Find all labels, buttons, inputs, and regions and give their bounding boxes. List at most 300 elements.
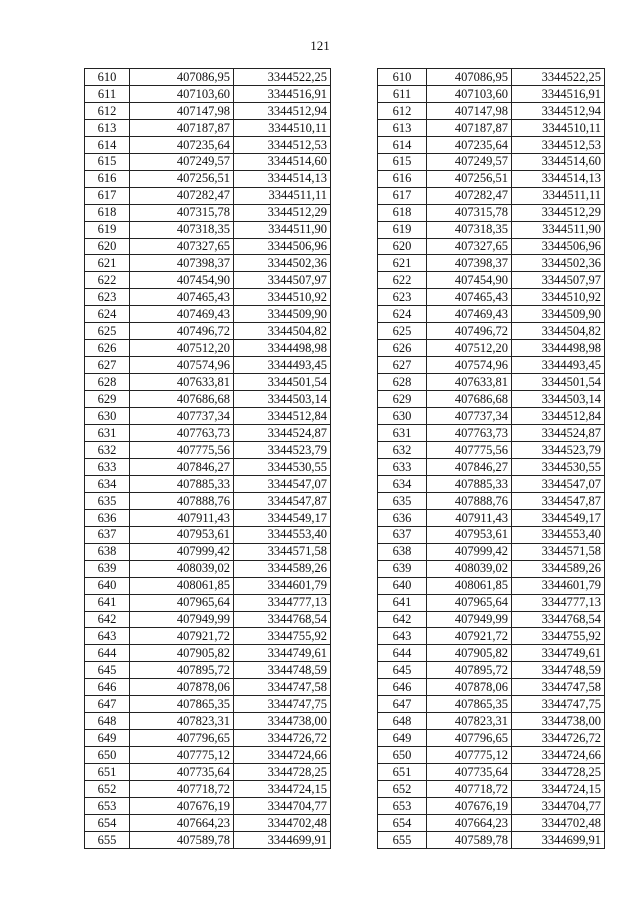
x-coordinate-cell: 407796,65 <box>427 730 512 747</box>
x-coordinate-cell: 407965,64 <box>427 594 512 611</box>
y-coordinate-cell: 3344512,84 <box>512 408 605 425</box>
x-coordinate-cell: 407905,82 <box>427 645 512 662</box>
point-number-cell: 611 <box>85 85 130 102</box>
y-coordinate-cell: 3344523,79 <box>512 441 605 458</box>
table-row <box>85 594 331 611</box>
table-row <box>378 441 605 458</box>
table-row <box>85 221 331 238</box>
x-coordinate-cell: 407512,20 <box>427 340 512 357</box>
table-row <box>378 69 605 86</box>
table-row <box>378 560 605 577</box>
x-coordinate-cell: 407496,72 <box>130 323 234 340</box>
point-number-cell: 622 <box>378 272 427 289</box>
y-coordinate-cell: 3344514,13 <box>512 170 605 187</box>
table-row <box>85 696 331 713</box>
table-row <box>378 747 605 764</box>
x-coordinate-cell: 407454,90 <box>427 272 512 289</box>
point-number-cell: 627 <box>378 357 427 374</box>
table-row <box>85 408 331 425</box>
point-number-cell: 639 <box>378 560 427 577</box>
x-coordinate-cell: 407775,12 <box>130 747 234 764</box>
x-coordinate-cell: 407315,78 <box>427 204 512 221</box>
table-row <box>378 85 605 102</box>
point-number-cell: 633 <box>85 458 130 475</box>
y-coordinate-cell: 3344728,25 <box>512 764 605 781</box>
table-row <box>85 526 331 543</box>
x-coordinate-cell: 407775,56 <box>427 441 512 458</box>
x-coordinate-cell: 407846,27 <box>130 458 234 475</box>
x-coordinate-cell: 407496,72 <box>427 323 512 340</box>
y-coordinate-cell: 3344768,54 <box>234 611 331 628</box>
y-coordinate-cell: 3344728,25 <box>234 764 331 781</box>
point-number-cell: 620 <box>85 238 130 255</box>
page-number: 121 <box>310 38 330 53</box>
table-row <box>85 136 331 153</box>
point-number-cell: 623 <box>85 289 130 306</box>
y-coordinate-cell: 3344547,07 <box>234 475 331 492</box>
y-coordinate-cell: 3344755,92 <box>512 628 605 645</box>
point-number-cell: 627 <box>85 357 130 374</box>
x-coordinate-cell: 408039,02 <box>130 560 234 577</box>
point-number-cell: 617 <box>85 187 130 204</box>
table-row <box>378 170 605 187</box>
y-coordinate-cell: 3344506,96 <box>512 238 605 255</box>
x-coordinate-cell: 407256,51 <box>130 170 234 187</box>
table-row <box>378 781 605 798</box>
table-row <box>85 306 331 323</box>
y-coordinate-cell: 3344724,66 <box>234 747 331 764</box>
table-row <box>85 204 331 221</box>
table-row <box>85 475 331 492</box>
table-row <box>378 306 605 323</box>
table-row <box>85 425 331 442</box>
x-coordinate-cell: 407086,95 <box>130 69 234 86</box>
table-row <box>85 69 331 86</box>
y-coordinate-cell: 3344512,29 <box>234 204 331 221</box>
x-coordinate-cell: 407865,35 <box>130 696 234 713</box>
y-coordinate-cell: 3344503,14 <box>234 391 331 408</box>
point-number-cell: 638 <box>85 543 130 560</box>
y-coordinate-cell: 3344755,92 <box>234 628 331 645</box>
x-coordinate-cell: 407999,42 <box>130 543 234 560</box>
point-number-cell: 629 <box>378 391 427 408</box>
y-coordinate-cell: 3344507,97 <box>234 272 331 289</box>
x-coordinate-cell: 407187,87 <box>130 119 234 136</box>
x-coordinate-cell: 407888,76 <box>427 492 512 509</box>
x-coordinate-cell: 407953,61 <box>130 526 234 543</box>
point-number-cell: 653 <box>85 797 130 814</box>
x-coordinate-cell: 407676,19 <box>130 797 234 814</box>
table-row <box>378 492 605 509</box>
y-coordinate-cell: 3344702,48 <box>512 814 605 831</box>
table-row <box>378 509 605 526</box>
point-number-cell: 634 <box>378 475 427 492</box>
y-coordinate-cell: 3344553,40 <box>512 526 605 543</box>
point-number-cell: 647 <box>378 696 427 713</box>
y-coordinate-cell: 3344522,25 <box>234 69 331 86</box>
y-coordinate-cell: 3344502,36 <box>234 255 331 272</box>
table-body-left <box>85 69 331 849</box>
y-coordinate-cell: 3344504,82 <box>234 323 331 340</box>
y-coordinate-cell: 3344777,13 <box>512 594 605 611</box>
x-coordinate-cell: 407147,98 <box>130 102 234 119</box>
y-coordinate-cell: 3344726,72 <box>234 730 331 747</box>
x-coordinate-cell: 407454,90 <box>130 272 234 289</box>
table-row <box>378 797 605 814</box>
y-coordinate-cell: 3344514,13 <box>234 170 331 187</box>
x-coordinate-cell: 407885,33 <box>427 475 512 492</box>
x-coordinate-cell: 407633,81 <box>130 374 234 391</box>
x-coordinate-cell: 407676,19 <box>427 797 512 814</box>
table-row <box>378 475 605 492</box>
point-number-cell: 641 <box>85 594 130 611</box>
table-row <box>85 764 331 781</box>
y-coordinate-cell: 3344506,96 <box>234 238 331 255</box>
x-coordinate-cell: 407235,64 <box>130 136 234 153</box>
x-coordinate-cell: 407147,98 <box>427 102 512 119</box>
y-coordinate-cell: 3344547,87 <box>512 492 605 509</box>
table-row <box>378 831 605 848</box>
x-coordinate-cell: 407895,72 <box>427 662 512 679</box>
y-coordinate-cell: 3344503,14 <box>512 391 605 408</box>
table-row <box>378 543 605 560</box>
y-coordinate-cell: 3344510,92 <box>234 289 331 306</box>
table-row <box>85 611 331 628</box>
x-coordinate-cell: 407737,34 <box>427 408 512 425</box>
table-row <box>378 357 605 374</box>
table-row <box>378 594 605 611</box>
y-coordinate-cell: 3344516,91 <box>234 85 331 102</box>
point-number-cell: 645 <box>378 662 427 679</box>
y-coordinate-cell: 3344530,55 <box>512 458 605 475</box>
table-row <box>85 323 331 340</box>
x-coordinate-cell: 407949,99 <box>427 611 512 628</box>
point-number-cell: 639 <box>85 560 130 577</box>
x-coordinate-cell: 407187,87 <box>427 119 512 136</box>
y-coordinate-cell: 3344704,77 <box>234 797 331 814</box>
point-number-cell: 638 <box>378 543 427 560</box>
point-number-cell: 649 <box>378 730 427 747</box>
point-number-cell: 621 <box>378 255 427 272</box>
point-number-cell: 620 <box>378 238 427 255</box>
point-number-cell: 648 <box>378 713 427 730</box>
y-coordinate-cell: 3344493,45 <box>234 357 331 374</box>
y-coordinate-cell: 3344511,11 <box>234 187 331 204</box>
y-coordinate-cell: 3344501,54 <box>234 374 331 391</box>
x-coordinate-cell: 407256,51 <box>427 170 512 187</box>
table-row <box>378 611 605 628</box>
y-coordinate-cell: 3344571,58 <box>234 543 331 560</box>
table-row <box>378 628 605 645</box>
x-coordinate-cell: 407249,57 <box>130 153 234 170</box>
y-coordinate-cell: 3344501,54 <box>512 374 605 391</box>
point-number-cell: 619 <box>378 221 427 238</box>
y-coordinate-cell: 3344510,11 <box>234 119 331 136</box>
y-coordinate-cell: 3344514,60 <box>234 153 331 170</box>
table-row <box>378 289 605 306</box>
y-coordinate-cell: 3344498,98 <box>234 340 331 357</box>
table-row <box>378 458 605 475</box>
point-number-cell: 624 <box>85 306 130 323</box>
x-coordinate-cell: 407664,23 <box>130 814 234 831</box>
x-coordinate-cell: 407327,65 <box>427 238 512 255</box>
table-row <box>378 696 605 713</box>
table-row <box>85 831 331 848</box>
table-row <box>378 425 605 442</box>
point-number-cell: 642 <box>85 611 130 628</box>
table-row <box>85 272 331 289</box>
table-row <box>378 526 605 543</box>
y-coordinate-cell: 3344510,11 <box>512 119 605 136</box>
x-coordinate-cell: 407465,43 <box>427 289 512 306</box>
y-coordinate-cell: 3344516,91 <box>512 85 605 102</box>
x-coordinate-cell: 407512,20 <box>130 340 234 357</box>
point-number-cell: 641 <box>378 594 427 611</box>
x-coordinate-cell: 408061,85 <box>427 577 512 594</box>
point-number-cell: 610 <box>378 69 427 86</box>
point-number-cell: 655 <box>85 831 130 848</box>
point-number-cell: 626 <box>85 340 130 357</box>
y-coordinate-cell: 3344498,98 <box>512 340 605 357</box>
x-coordinate-cell: 407465,43 <box>130 289 234 306</box>
table-row <box>85 679 331 696</box>
x-coordinate-cell: 407735,64 <box>130 764 234 781</box>
table-row <box>85 458 331 475</box>
table-row <box>378 577 605 594</box>
y-coordinate-cell: 3344511,11 <box>512 187 605 204</box>
y-coordinate-cell: 3344512,84 <box>234 408 331 425</box>
x-coordinate-cell: 407282,47 <box>427 187 512 204</box>
y-coordinate-cell: 3344768,54 <box>512 611 605 628</box>
point-number-cell: 612 <box>378 102 427 119</box>
x-coordinate-cell: 407318,35 <box>130 221 234 238</box>
y-coordinate-cell: 3344738,00 <box>234 713 331 730</box>
x-coordinate-cell: 407735,64 <box>427 764 512 781</box>
point-number-cell: 613 <box>378 119 427 136</box>
y-coordinate-cell: 3344512,53 <box>512 136 605 153</box>
x-coordinate-cell: 407318,35 <box>427 221 512 238</box>
point-number-cell: 649 <box>85 730 130 747</box>
point-number-cell: 652 <box>85 781 130 798</box>
x-coordinate-cell: 407282,47 <box>130 187 234 204</box>
x-coordinate-cell: 407398,37 <box>130 255 234 272</box>
y-coordinate-cell: 3344777,13 <box>234 594 331 611</box>
point-number-cell: 614 <box>378 136 427 153</box>
table-row <box>85 797 331 814</box>
table-row <box>85 255 331 272</box>
y-coordinate-cell: 3344749,61 <box>234 645 331 662</box>
table-row <box>85 543 331 560</box>
point-number-cell: 650 <box>378 747 427 764</box>
x-coordinate-cell: 407103,60 <box>130 85 234 102</box>
x-coordinate-cell: 407921,72 <box>427 628 512 645</box>
y-coordinate-cell: 3344530,55 <box>234 458 331 475</box>
table-row <box>378 730 605 747</box>
table-row <box>85 577 331 594</box>
point-number-cell: 618 <box>378 204 427 221</box>
table-row <box>378 255 605 272</box>
x-coordinate-cell: 407469,43 <box>130 306 234 323</box>
point-number-cell: 614 <box>85 136 130 153</box>
x-coordinate-cell: 407718,72 <box>130 781 234 798</box>
point-number-cell: 632 <box>378 441 427 458</box>
point-number-cell: 631 <box>85 425 130 442</box>
table-row <box>378 187 605 204</box>
y-coordinate-cell: 3344699,91 <box>512 831 605 848</box>
x-coordinate-cell: 407796,65 <box>130 730 234 747</box>
x-coordinate-cell: 407589,78 <box>130 831 234 848</box>
x-coordinate-cell: 407574,96 <box>130 357 234 374</box>
table-row <box>378 136 605 153</box>
y-coordinate-cell: 3344509,90 <box>234 306 331 323</box>
y-coordinate-cell: 3344512,94 <box>512 102 605 119</box>
point-number-cell: 610 <box>85 69 130 86</box>
point-number-cell: 651 <box>85 764 130 781</box>
x-coordinate-cell: 407589,78 <box>427 831 512 848</box>
y-coordinate-cell: 3344510,92 <box>512 289 605 306</box>
table-row <box>378 408 605 425</box>
x-coordinate-cell: 407846,27 <box>427 458 512 475</box>
y-coordinate-cell: 3344547,07 <box>512 475 605 492</box>
table-row <box>85 441 331 458</box>
y-coordinate-cell: 3344509,90 <box>512 306 605 323</box>
x-coordinate-cell: 407999,42 <box>427 543 512 560</box>
table-row <box>378 679 605 696</box>
x-coordinate-cell: 407763,73 <box>427 425 512 442</box>
y-coordinate-cell: 3344504,82 <box>512 323 605 340</box>
y-coordinate-cell: 3344511,90 <box>512 221 605 238</box>
table-row <box>378 662 605 679</box>
x-coordinate-cell: 407823,31 <box>427 713 512 730</box>
y-coordinate-cell: 3344523,79 <box>234 441 331 458</box>
y-coordinate-cell: 3344512,29 <box>512 204 605 221</box>
y-coordinate-cell: 3344547,87 <box>234 492 331 509</box>
table-row <box>378 102 605 119</box>
y-coordinate-cell: 3344507,97 <box>512 272 605 289</box>
table-row <box>378 814 605 831</box>
x-coordinate-cell: 407574,96 <box>427 357 512 374</box>
x-coordinate-cell: 407823,31 <box>130 713 234 730</box>
x-coordinate-cell: 407865,35 <box>427 696 512 713</box>
x-coordinate-cell: 407763,73 <box>130 425 234 442</box>
y-coordinate-cell: 3344724,15 <box>512 781 605 798</box>
x-coordinate-cell: 407249,57 <box>427 153 512 170</box>
point-number-cell: 636 <box>378 509 427 526</box>
coordinates-table-left <box>84 68 331 849</box>
table-row <box>85 170 331 187</box>
point-number-cell: 615 <box>378 153 427 170</box>
x-coordinate-cell: 407775,56 <box>130 441 234 458</box>
point-number-cell: 644 <box>378 645 427 662</box>
y-coordinate-cell: 3344511,90 <box>234 221 331 238</box>
point-number-cell: 618 <box>85 204 130 221</box>
table-row <box>85 119 331 136</box>
x-coordinate-cell: 407965,64 <box>130 594 234 611</box>
y-coordinate-cell: 3344589,26 <box>512 560 605 577</box>
y-coordinate-cell: 3344502,36 <box>512 255 605 272</box>
y-coordinate-cell: 3344589,26 <box>234 560 331 577</box>
x-coordinate-cell: 407664,23 <box>427 814 512 831</box>
table-row <box>378 713 605 730</box>
x-coordinate-cell: 407905,82 <box>130 645 234 662</box>
point-number-cell: 611 <box>378 85 427 102</box>
table-row <box>85 289 331 306</box>
table-row <box>378 340 605 357</box>
table-row <box>378 204 605 221</box>
y-coordinate-cell: 3344549,17 <box>512 509 605 526</box>
table-row <box>85 509 331 526</box>
y-coordinate-cell: 3344747,75 <box>512 696 605 713</box>
x-coordinate-cell: 407398,37 <box>427 255 512 272</box>
point-number-cell: 634 <box>85 475 130 492</box>
table-row <box>378 221 605 238</box>
y-coordinate-cell: 3344724,15 <box>234 781 331 798</box>
x-coordinate-cell: 408039,02 <box>427 560 512 577</box>
y-coordinate-cell: 3344704,77 <box>512 797 605 814</box>
table-row <box>378 323 605 340</box>
y-coordinate-cell: 3344524,87 <box>512 425 605 442</box>
x-coordinate-cell: 407921,72 <box>130 628 234 645</box>
x-coordinate-cell: 407885,33 <box>130 475 234 492</box>
point-number-cell: 619 <box>85 221 130 238</box>
point-number-cell: 621 <box>85 255 130 272</box>
point-number-cell: 640 <box>85 577 130 594</box>
point-number-cell: 653 <box>378 797 427 814</box>
x-coordinate-cell: 407686,68 <box>130 391 234 408</box>
x-coordinate-cell: 407103,60 <box>427 85 512 102</box>
point-number-cell: 651 <box>378 764 427 781</box>
x-coordinate-cell: 407086,95 <box>427 69 512 86</box>
table-row <box>85 645 331 662</box>
x-coordinate-cell: 407953,61 <box>427 526 512 543</box>
point-number-cell: 628 <box>85 374 130 391</box>
table-row <box>85 560 331 577</box>
point-number-cell: 630 <box>85 408 130 425</box>
y-coordinate-cell: 3344522,25 <box>512 69 605 86</box>
x-coordinate-cell: 407888,76 <box>130 492 234 509</box>
y-coordinate-cell: 3344747,58 <box>234 679 331 696</box>
y-coordinate-cell: 3344738,00 <box>512 713 605 730</box>
point-number-cell: 624 <box>378 306 427 323</box>
y-coordinate-cell: 3344571,58 <box>512 543 605 560</box>
point-number-cell: 616 <box>378 170 427 187</box>
coordinates-table-right <box>377 68 605 849</box>
table-row <box>85 340 331 357</box>
point-number-cell: 613 <box>85 119 130 136</box>
point-number-cell: 640 <box>378 577 427 594</box>
table-row <box>378 119 605 136</box>
y-coordinate-cell: 3344702,48 <box>234 814 331 831</box>
table-row <box>378 153 605 170</box>
table-body-right <box>378 69 605 849</box>
point-number-cell: 633 <box>378 458 427 475</box>
point-number-cell: 615 <box>85 153 130 170</box>
y-coordinate-cell: 3344512,94 <box>234 102 331 119</box>
table-row <box>85 85 331 102</box>
x-coordinate-cell: 407911,43 <box>427 509 512 526</box>
y-coordinate-cell: 3344749,61 <box>512 645 605 662</box>
point-number-cell: 622 <box>85 272 130 289</box>
table-row <box>85 747 331 764</box>
table-row <box>378 374 605 391</box>
point-number-cell: 628 <box>378 374 427 391</box>
point-number-cell: 648 <box>85 713 130 730</box>
point-number-cell: 637 <box>85 526 130 543</box>
point-number-cell: 625 <box>378 323 427 340</box>
x-coordinate-cell: 407469,43 <box>427 306 512 323</box>
point-number-cell: 646 <box>378 679 427 696</box>
table-row <box>378 764 605 781</box>
